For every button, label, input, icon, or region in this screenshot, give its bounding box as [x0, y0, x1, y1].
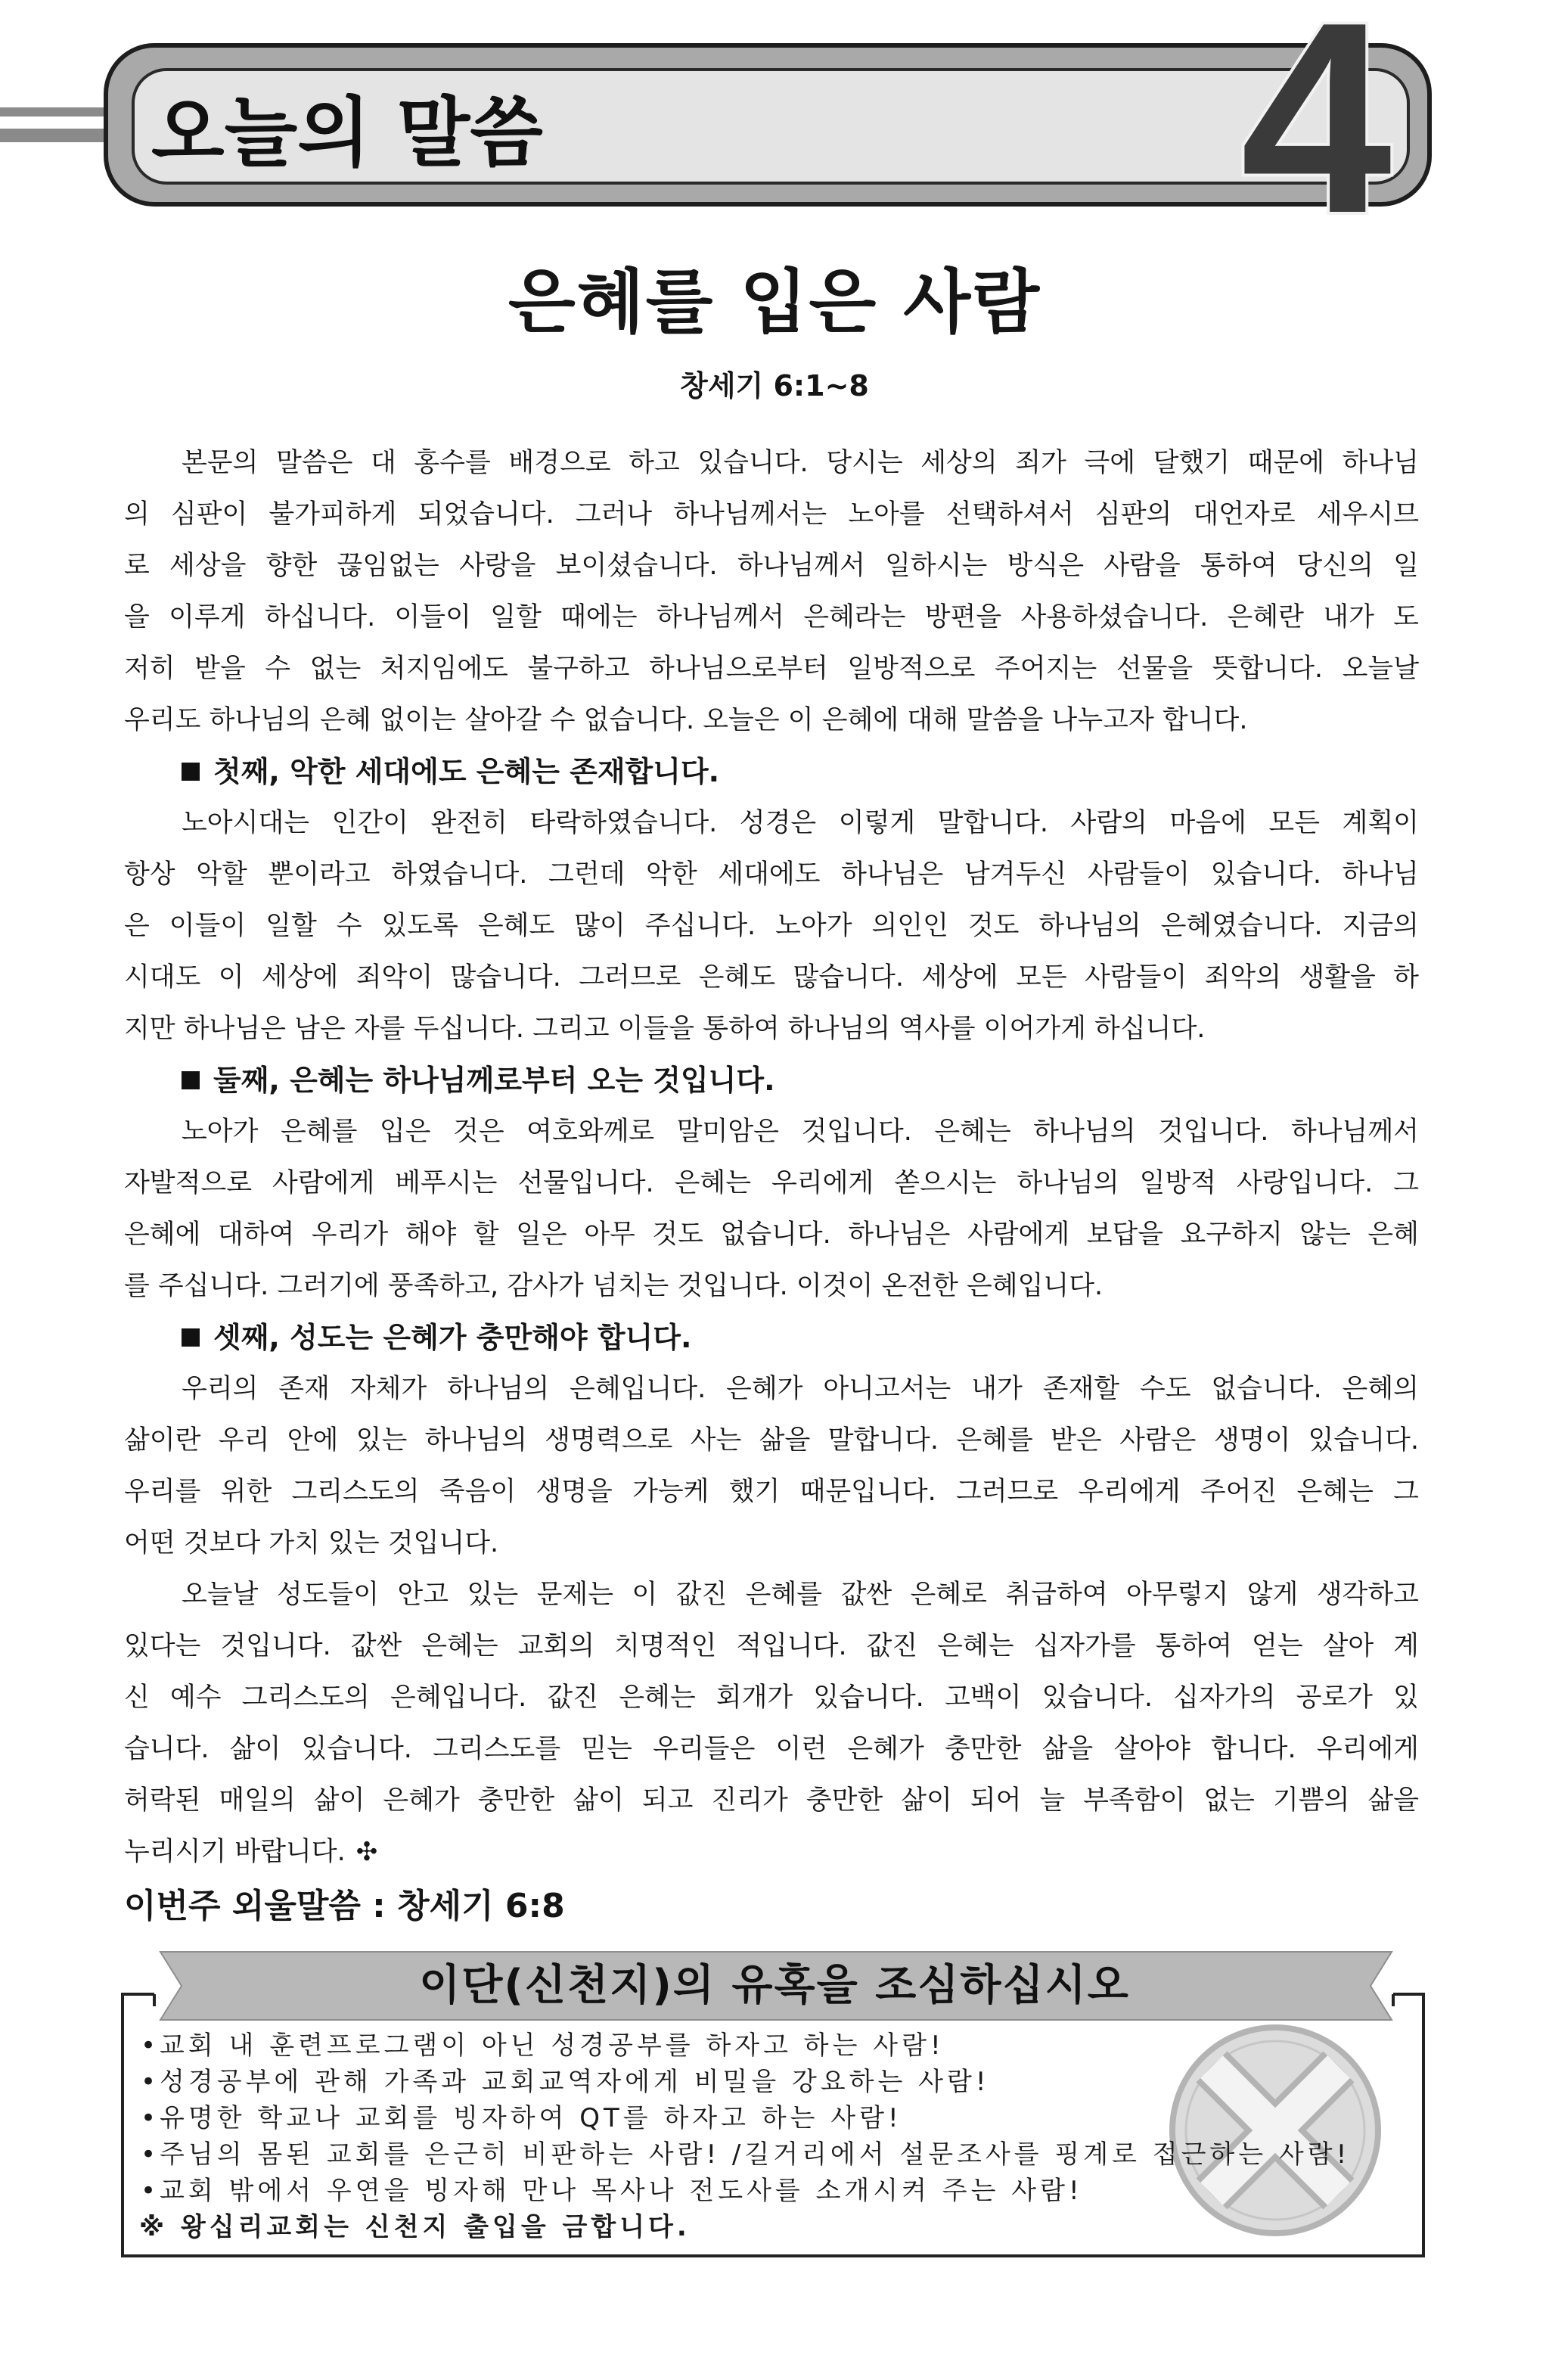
square-bullet-icon — [182, 1328, 200, 1347]
notice-item: •교회 밖에서 우연을 빙자해 만나 목사나 전도사를 소개시켜 주는 사람! — [141, 2176, 1083, 2206]
body-line: 를 주십니다. 그러기에 풍족하고, 감사가 넘치는 것입니다. 이것이 온전한 은혜입니다. — [124, 1271, 1104, 1301]
point-heading-text: 둘째, 은혜는 하나님께로부터 오는 것입니다. — [213, 1064, 775, 1097]
point-heading — [124, 1312, 1419, 1363]
notice-item: •성경공부에 관해 가족과 교회교역자에게 비밀을 강요하는 사람! — [141, 2067, 990, 2097]
notice-list — [141, 2027, 1411, 2245]
point-heading — [124, 1055, 1419, 1106]
memory-verse: 이번주 외울말씀 : 창세기 6:8 — [124, 1887, 565, 1925]
body-line: 자발적으로 사람에게 베푸시는 선물입니다. 은혜는 우리에게 쏟으시는 하나님의 일방적 사랑입니다. 그 — [124, 1168, 1419, 1198]
body-line: 삶이란 우리 안에 있는 하나님의 생명력으로 사는 삶을 말합니다. 은혜를 받은 사람은 생명이 있습니다. — [124, 1425, 1419, 1456]
body-line: 지만 하나님은 남은 자를 두십니다. 그리고 이들을 통하여 하나님의 역사를 이어가게 하십니다. — [124, 1014, 1206, 1044]
sermon-title: 은혜를 입은 사람 — [508, 262, 1041, 343]
body-line: 저히 받을 수 없는 처지임에도 불구하고 하나님으로부터 일방적으로 주어지는 선물을 뜻합니다. 오늘날 — [124, 654, 1419, 684]
body-line: 습니다. 삶이 있습니다. 그리스도를 믿는 우리들은 이런 은혜가 충만한 삶을 살아야 합니다. 우리에게 — [124, 1734, 1419, 1764]
body-line-text: 누리시기 바랍니다. — [124, 1837, 346, 1867]
body-line: 어떤 것보다 가치 있는 것입니다. — [124, 1528, 499, 1558]
body-line: 노아가 은혜를 입은 것은 여호와께로 말미암은 것입니다. 은혜는 하나님의 것입니다. 하나님께서 — [182, 1117, 1419, 1147]
body-line: 시대도 이 세상에 죄악이 많습니다. 그러므로 은혜도 많습니다. 세상에 모든 사람들이 죄악의 생활을 하 — [124, 962, 1419, 993]
body-line: 은 이들이 일할 수 있도록 은혜도 많이 주십니다. 노아가 의인인 것도 하나님의 은혜였습니다. 지금의 — [124, 911, 1419, 941]
body-line: 우리도 하나님의 은혜 없이는 살아갈 수 없습니다. 오늘은 이 은혜에 대해 말씀을 나누고자 합니다. — [124, 705, 1248, 735]
square-bullet-icon — [182, 1071, 200, 1089]
body-line: 의 심판이 불가피하게 되었습니다. 그러나 하나님께서는 노아를 선택하셔서 심판의 대언자로 세우시므 — [124, 499, 1419, 530]
body-line: 노아시대는 인간이 완전히 타락하였습니다. 성경은 이렇게 말합니다. 사람의 마음에 모든 계획이 — [182, 808, 1419, 838]
section-label: 오늘의 말씀 — [151, 89, 543, 177]
scripture-reference: 창세기 6:1~8 — [680, 369, 869, 402]
square-bullet-icon — [182, 763, 200, 781]
body-line: 은혜에 대하여 우리가 해야 할 일은 아무 것도 없습니다. 하나님은 사람에게 보답을 요구하지 않는 은혜 — [124, 1220, 1419, 1250]
body-line-final — [124, 1826, 1419, 1878]
sermon-body — [124, 437, 1419, 1932]
point-heading-text: 셋째, 성도는 은혜가 충만해야 합니다. — [213, 1321, 692, 1354]
body-line: 신 예수 그리스도의 은혜입니다. 값진 은혜는 회개가 있습니다. 고백이 있습니다. 십자가의 공로가 있 — [124, 1682, 1419, 1713]
notice-banner-title: 이단(신천지)의 유혹을 조심하십시오 — [419, 1961, 1130, 2010]
body-line: 본문의 말씀은 대 홍수를 배경으로 하고 있습니다. 당시는 세상의 죄가 극에 달했기 때문에 하나님 — [182, 448, 1419, 478]
notice-item: •유명한 학교나 교회를 빙자하여 QT를 하자고 하는 사람! — [141, 2103, 902, 2133]
header-rule-bottom — [0, 129, 113, 142]
body-line: 로 세상을 향한 끊임없는 사랑을 보이셨습니다. 하나님께서 일하시는 방식은 사람을 통하여 당신의 일 — [124, 551, 1419, 581]
header-rule-top — [0, 107, 113, 117]
header-banner — [0, 0, 1549, 227]
body-line: 있다는 것입니다. 값싼 은혜는 교회의 치명적인 적입니다. 값진 은혜는 십자가를 통하여 얻는 살아 계 — [124, 1631, 1419, 1661]
point-heading-text: 첫째, 악한 세대에도 은혜는 존재합니다. — [213, 755, 720, 788]
cross-ornament-icon: ✣ — [355, 1837, 378, 1867]
section-number: 4 — [1240, 0, 1392, 227]
body-line: 우리의 존재 자체가 하나님의 은혜입니다. 은혜가 아니고서는 내가 존재할 수도 없습니다. 은혜의 — [182, 1374, 1419, 1404]
notice-item: •주님의 몸된 교회를 은근히 비판하는 사람! /길거리에서 설문조사를 핑계로 접근하는 사람! — [141, 2139, 1351, 2170]
body-line: 을 이루게 하십니다. 이들이 일할 때에는 하나님께서 은혜라는 방편을 사용하셨습니다. 은혜란 내가 도 — [124, 602, 1419, 632]
point-heading — [124, 746, 1419, 797]
body-line: 항상 악할 뿐이라고 하였습니다. 그런데 악한 세대에도 하나님은 남겨두신 사람들이 있습니다. 하나님 — [124, 859, 1419, 890]
body-line: 오늘날 성도들이 안고 있는 문제는 이 값진 은혜를 값싼 은혜로 취급하여 아무렇지 않게 생각하고 — [182, 1580, 1419, 1610]
body-line: 우리를 위한 그리스도의 죽음이 생명을 가능케 했기 때문입니다. 그러므로 우리에게 주어진 은혜는 그 — [124, 1477, 1419, 1507]
notice-item: •교회 내 훈련프로그램이 아닌 성경공부를 하자고 하는 사람! — [141, 2030, 945, 2061]
notice-footer: ※ 왕십리교회는 신천지 출입을 금합니다. — [139, 2212, 691, 2242]
body-line: 허락된 매일의 삶이 은혜가 충만한 삶이 되고 진리가 충만한 삶이 되어 늘 부족함이 없는 기쁨의 삶을 — [124, 1785, 1419, 1816]
